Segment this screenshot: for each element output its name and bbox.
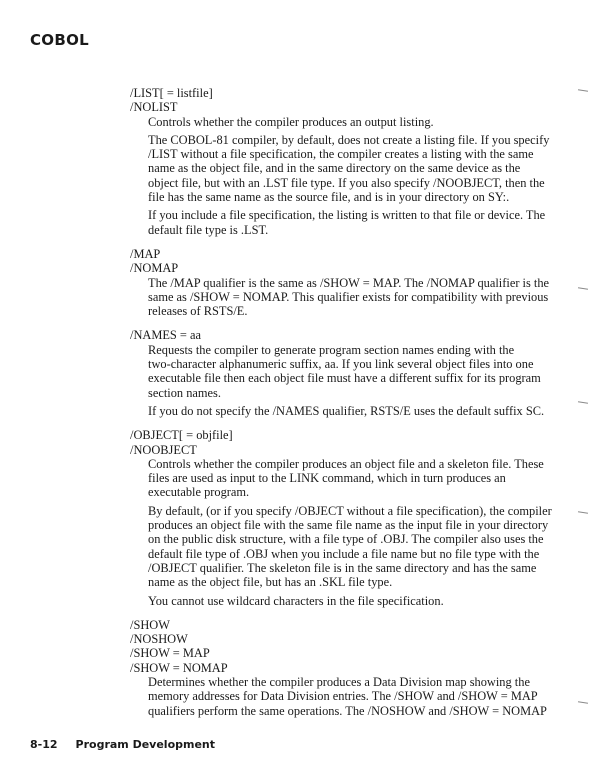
text-line: Determines whether the compiler produces a Data Division map showing the [148,674,530,689]
text-line: default file type of .OBJ when you include a file name but no file type with the [148,546,540,561]
page-number: 8-12 [30,738,58,751]
text-line: on the public disk structure, with a file type of .OBJ. The compiler also uses the [148,532,544,547]
paragraph [148,208,570,237]
qualifier-name: /SHOW = MAP [130,646,210,661]
qualifier-description [148,675,570,718]
qualifier-description [148,457,570,608]
qualifier-name: /MAP [130,246,161,261]
paragraph [148,675,570,718]
qualifier-description [148,276,570,319]
text-line: file has the same name as the source file, and is in your directory on SY:. [148,190,510,205]
paragraph [148,133,570,204]
page-footer [30,738,215,751]
text-line: files are used as input to the LINK command, which in turn produces an [148,471,506,486]
qualifier-name: /NOOBJECT [130,442,197,457]
scan-mark [578,89,588,91]
text-line: The COBOL-81 compiler, by default, does not create a listing file. If you specify [148,132,550,147]
text-line: Requests the compiler to generate program section names ending with the [148,342,515,357]
text-line: two-character alphanumeric suffix, aa. If you link several object files into one [148,357,534,372]
qualifier-section [130,428,570,608]
page-header: COBOL [30,31,90,49]
qualifier-description [148,115,570,237]
qualifier-section [130,618,570,718]
text-line: same as /SHOW = NOMAP. This qualifier exists for compatibility with previous [148,289,549,304]
text-line: /OBJECT qualifier. The skeleton file is in the same directory and has the same [148,560,537,575]
text-line: By default, (or if you specify /OBJECT without a file specification), the compiler [148,503,552,518]
document-body [130,86,570,728]
qualifier-section [130,86,570,237]
text-line: produces an object file with the same file name as the input file in your directory [148,518,549,533]
paragraph [148,594,570,608]
qualifier-name: /NOSHOW [130,632,188,647]
text-line: section names. [148,385,221,400]
text-line: object file, but with an .LST file type. If you also specify /NOOBJECT, then the [148,175,545,190]
text-line: executable file then each object file must have a different suffix for its program [148,371,541,386]
paragraph [148,404,570,418]
qualifier-description [148,343,570,418]
text-line: default file type is .LST. [148,222,269,237]
text-line: Controls whether the compiler produces an output listing. [148,114,434,129]
text-line: The /MAP qualifier is the same as /SHOW = MAP. The /NOMAP qualifier is the [148,275,550,290]
text-line: /LIST without a file specification, the compiler creates a listing with the same [148,147,534,162]
qualifier-name: /LIST[ = listfile] [130,86,213,100]
paragraph [148,276,570,319]
text-line: executable program. [148,485,250,500]
text-line: If you include a file specification, the listing is written to that file or device. The [148,208,546,223]
qualifier-name: /NOMAP [130,261,179,276]
text-line: releases of RSTS/E. [148,304,248,319]
scan-mark [578,401,588,403]
footer-title: Program Development [75,738,216,751]
text-line: You cannot use wildcard characters in the file specification. [148,593,444,608]
qualifier-name: /SHOW = NOMAP [130,660,228,675]
qualifier-name: /OBJECT[ = objfile] [130,428,233,443]
qualifier-name: /NOLIST [130,100,178,115]
text-line: qualifiers perform the same operations. The /NOSHOW and /SHOW = NOMAP [148,703,547,718]
text-line: Controls whether the compiler produces an object file and a skeleton file. These [148,456,544,471]
qualifier-name: /NAMES = aa [130,328,201,343]
paragraph [148,115,570,129]
qualifier-name: /SHOW [130,617,170,632]
qualifier-section [130,328,570,418]
paragraph [148,457,570,500]
scan-mark [578,701,588,703]
paragraph [148,504,570,590]
text-line: name as the object file, and in the same directory on the same device as the [148,161,521,176]
qualifier-section [130,247,570,318]
paragraph [148,343,570,400]
text-line: memory addresses for Data Division entries. The /SHOW and /SHOW = MAP [148,689,538,704]
text-line: name as the object file, but has an .SKL file type. [148,575,393,590]
scan-mark [578,511,588,513]
scan-mark [578,287,588,289]
text-line: If you do not specify the /NAMES qualifier, RSTS/E uses the default suffix SC. [148,403,545,418]
